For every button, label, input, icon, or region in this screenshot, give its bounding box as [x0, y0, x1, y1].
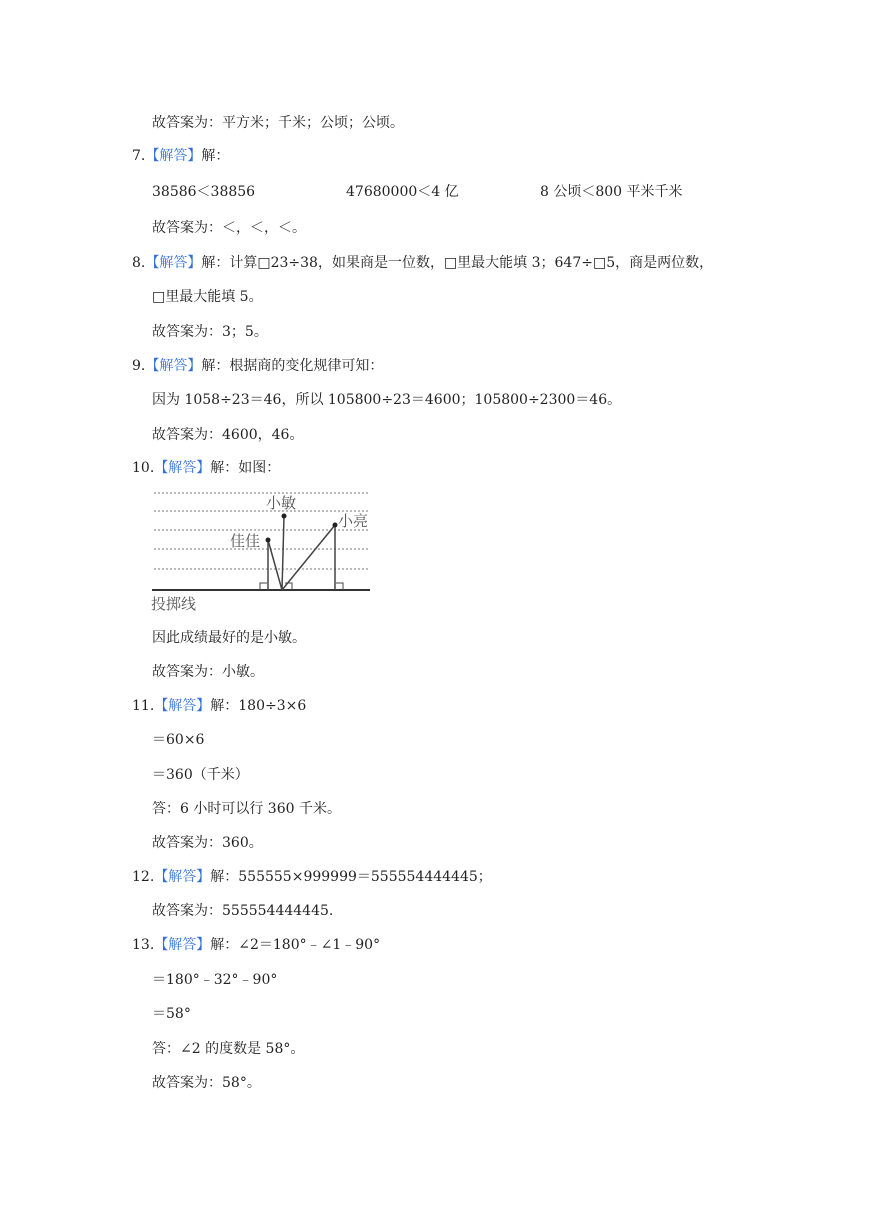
question-7-header: [132, 147, 229, 165]
text-line: 因此成绩最好的是小敏。: [152, 630, 306, 646]
answer-statement: 答：6 小时可以行 360 千米。: [152, 801, 341, 817]
question-text: 解：180÷3×6: [210, 698, 307, 714]
answer-tag: 【解答】: [154, 460, 211, 476]
label-jiajia: 佳佳: [230, 532, 261, 550]
answer-line: 故答案为：4600，46。: [152, 427, 304, 443]
comparison-2: 47680000＜4 亿: [346, 184, 459, 200]
question-text: 解：555555×999999＝555554444445；: [210, 869, 492, 885]
equation-step: ＝58°: [152, 1006, 191, 1022]
question-number: 12.: [132, 869, 155, 885]
answer-line: 故答案为：小敏。: [152, 664, 264, 680]
question-number: 7.: [132, 148, 146, 164]
answer-line: 故答案为：58°。: [152, 1075, 261, 1091]
label-xiaoliang: 小亮: [338, 512, 369, 530]
answer-tag: 【解答】: [145, 148, 202, 164]
question-12-header: [132, 868, 492, 886]
equation-step: ＝180°﹣32°﹣90°: [152, 972, 278, 988]
answer-tag: 【解答】: [145, 255, 202, 271]
equation-step: ＝60×6: [152, 732, 205, 748]
answer-tag: 【解答】: [154, 937, 211, 953]
answer-line: 故答案为：360。: [152, 835, 263, 851]
throwing-diagram: [148, 486, 378, 614]
text-line: □里最大能填 5。: [152, 289, 263, 305]
question-13-header: [132, 936, 380, 954]
label-xiaomin: 小敏: [266, 494, 297, 512]
point-jiajia: [266, 538, 271, 543]
answer-statement: 答：∠2 的度数是 58°。: [152, 1041, 305, 1057]
answer-line: 故答案为：3；5。: [152, 324, 268, 340]
label-throw-line: 投掷线: [151, 595, 197, 613]
equation-step: ＝360（千米）: [152, 767, 249, 783]
distance-gridlines: [154, 493, 370, 569]
answer-line: 故答案为：平方米；千米；公顷；公顷。: [152, 115, 404, 131]
point-xiaoliang: [333, 523, 338, 528]
question-number: 9.: [132, 358, 146, 374]
question-text: 解：∠2＝180°﹣∠1﹣90°: [210, 937, 381, 953]
question-11-header: [132, 697, 306, 715]
question-10-header: [132, 459, 280, 477]
question-8-header: [132, 254, 713, 272]
question-number: 13.: [132, 937, 155, 953]
question-text: 解：: [201, 148, 230, 164]
comparison-1: 38586＜38856: [152, 184, 256, 200]
question-number: 10.: [132, 460, 155, 476]
throw-segments: [268, 516, 335, 590]
right-angle-marks: [260, 583, 343, 590]
answer-tag: 【解答】: [154, 869, 211, 885]
point-xiaomin: [282, 514, 287, 519]
comparison-3: 8 公顷＜800 平米千米: [540, 184, 683, 200]
question-9-header: [132, 357, 383, 375]
question-text: 解：如图：: [210, 460, 281, 476]
question-number: 8.: [132, 255, 146, 271]
answer-tag: 【解答】: [154, 698, 211, 714]
answer-line: 故答案为：＜，＜，＜。: [152, 220, 306, 236]
answer-line: 故答案为：555554444445.: [152, 903, 334, 919]
text-line: 因为 1058÷23＝46，所以 105800÷23＝4600；105800÷2300＝46。: [152, 392, 622, 408]
question-text: 解：计算□23÷38，如果商是一位数，□里最大能填 3；647÷□5，商是两位数，: [201, 255, 714, 271]
answer-tag: 【解答】: [145, 358, 202, 374]
question-number: 11.: [132, 698, 155, 714]
question-text: 解：根据商的变化规律可知：: [201, 358, 384, 374]
